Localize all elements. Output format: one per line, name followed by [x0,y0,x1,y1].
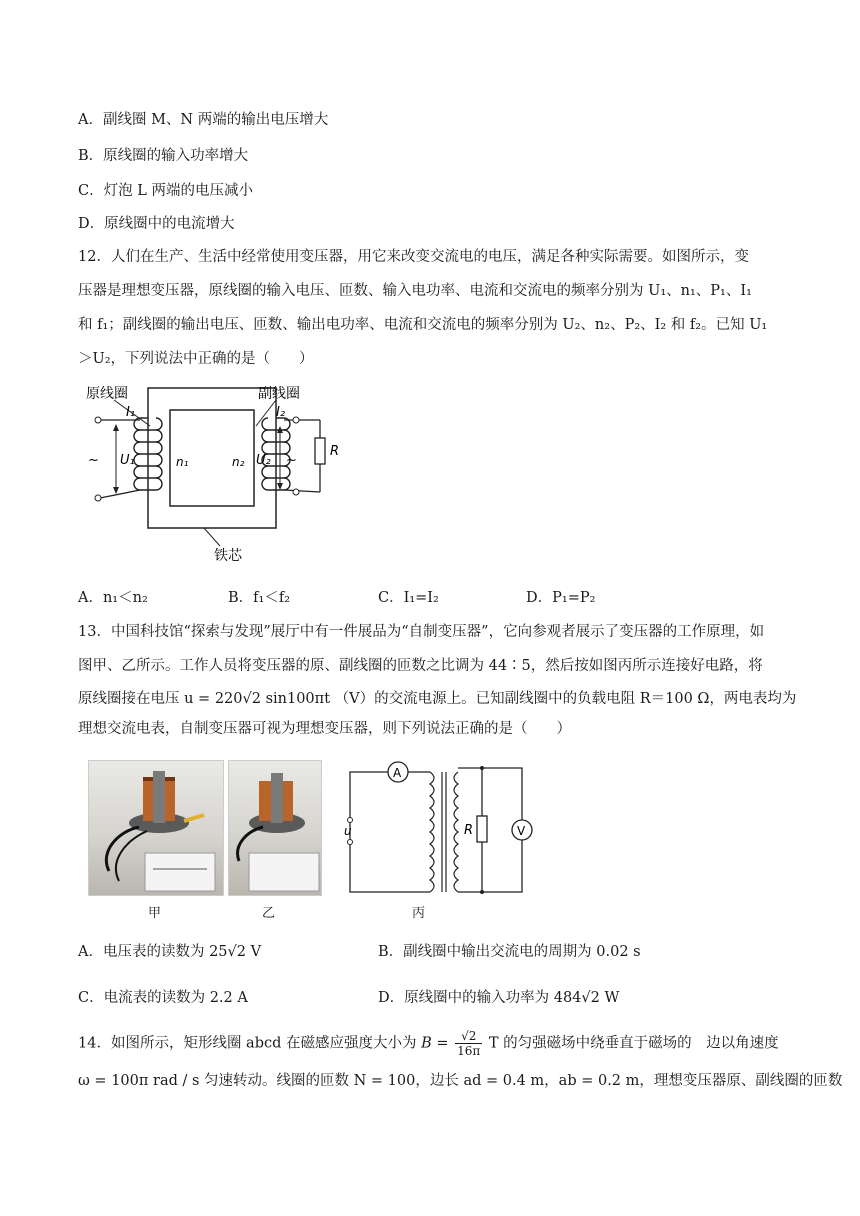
q12-option-a: A．n₁＜n₂ [78,590,148,606]
q12-option-d: D．P₁=P₂ [526,590,596,606]
voltmeter-label: V [517,824,526,838]
q12-option-b: B．f₁＜f₂ [228,590,291,606]
q12-transformer-figure [80,380,360,580]
q12-stem-line1: 12．人们在生产、生活中经常使用变压器，用它来改变交流电的电压，满足各种实际需要。如图所示，变 [78,249,749,265]
q13-options-row1 [78,940,778,960]
q11-option-d: D．原线圈中的电流增大 [78,216,235,232]
q12-stem-line4: ＞U₂，下列说法中正确的是（ ） [78,351,314,367]
q14-stem-line1 [78,1029,779,1058]
caption-yi: 乙 [262,906,276,921]
q13-stem-line1: 13．中国科技馆“探索与发现”展厅中有一件展品为“自制变压器”，它向参观者展示了变压器的工作原理，如 [78,624,765,640]
q11-option-b: B．原线圈的输入功率增大 [78,148,249,164]
secondary-coil-label: 副线圈 [258,386,300,402]
core-label: 铁芯 [214,548,242,564]
q11-option-c: C．灯泡 L 两端的电压减小 [78,183,253,199]
q14-stem-line2: ω = 100π rad / s 匀速转动。线圈的匝数 N = 100，边长 ad = 0.4 m，ab = 0.2 m，理想变压器原、副线圈的匝数 [78,1073,843,1089]
n2-label: n₂ [232,455,245,469]
q12-options [78,586,778,606]
q14-stem-line1a: 14．如图所示，矩形线圈 abcd 在磁感应强度大小为 [78,1035,417,1052]
i1-label: I₁ [126,405,136,420]
q14-frac-num: √2 [455,1029,482,1044]
q12-option-c: C．I₁=I₂ [378,590,439,606]
caption-bing: 丙 [412,906,426,921]
q13-stem-line2: 图甲、乙所示。工作人员将变压器的原、副线圈的匝数之比调为 44∶5，然后按如图丙所示连接好电路，将 [78,658,763,674]
photo-yi [228,760,322,896]
q13-option-c: C．电流表的读数为 2.2 A [78,990,248,1006]
u1-label: U₁ [120,453,135,468]
resistor-r-bing [477,816,487,842]
u2-label: U₂ [256,453,271,468]
q14-b-symbol: B = [421,1035,454,1052]
r-label-bing: R [464,823,474,838]
q11-option-a: A．副线圈 M、N 两端的输出电压增大 [78,112,329,128]
u-label: u [344,824,352,838]
tilde-left: ~ [88,453,99,468]
q12-stem-line2: 压器是理想变压器，原线圈的输入电压、匝数、输入电功率、电流和交流电的频率分别为 U₁、n₁、P₁、I₁ [78,283,752,299]
q13-circuit-figure [340,758,540,898]
r-label: R [330,444,340,459]
q14-b-fraction [455,1029,482,1058]
i2-label: I₂ [276,405,286,420]
q14-stem-line1c: T 的匀强磁场中绕垂直于磁场的 边以角速度 [488,1035,779,1052]
q14-frac-den: 16π [457,1044,481,1058]
n1-label: n₁ [176,455,189,469]
q12-stem-line3: 和 f₁；副线圈的输出电压、匝数、输出电功率、电流和交流电的频率分别为 U₂、n₂、P₂、I₂ 和 f₂。已知 U₁ [78,317,768,333]
q13-option-a: A．电压表的读数为 25√2 V [78,944,262,960]
q13-option-d: D．原线圈中的输入功率为 484√2 W [378,990,620,1006]
q13-stem-line4: 理想交流电表，自制变压器可视为理想变压器，则下列说法正确的是（ ） [78,721,571,737]
tilde-right: ~ [286,453,297,468]
caption-jia: 甲 [148,906,162,921]
q13-options-row2 [78,986,778,1006]
q13-stem-line3: 原线圈接在电压 u = 220√2 sin100πt （V）的交流电源上。已知副线圈中的负载电阻 R＝100 Ω，两电表均为 [78,691,797,707]
photo-jia [88,760,224,896]
resistor-r [315,438,325,464]
q13-option-b: B．副线圈中输出交流电的周期为 0.02 s [378,944,641,960]
ammeter-label: A [393,766,402,780]
primary-coil-label: 原线圈 [86,386,128,402]
